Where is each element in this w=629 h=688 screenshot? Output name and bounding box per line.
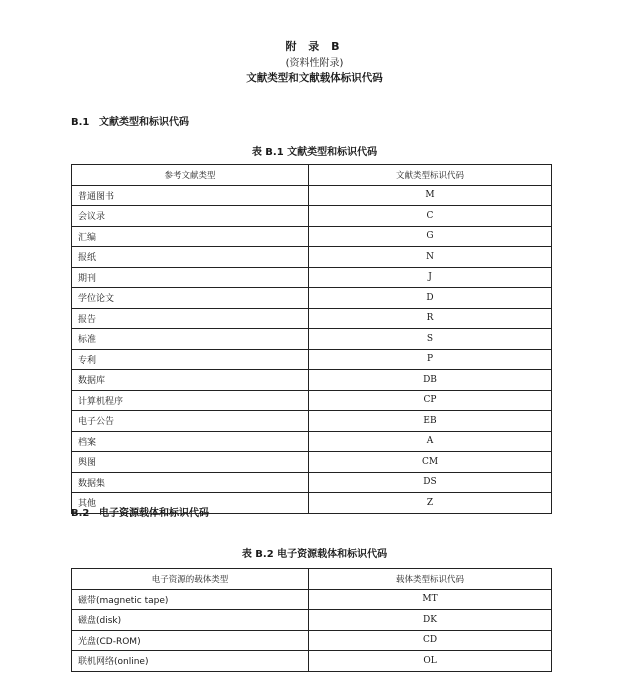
table-b1-type-cell: 数据集	[72, 472, 309, 493]
section-b2-text: 电子资源载体和标识代码	[99, 508, 209, 519]
table-b1-type-cell: 计算机程序	[72, 390, 309, 411]
table-b1-row	[72, 267, 552, 288]
table-b2-code-cell: OL	[309, 651, 552, 672]
table-b1-type-cell: 会议录	[72, 206, 309, 227]
table-b1-code-cell: CM	[309, 452, 552, 473]
table-b1-row	[72, 390, 552, 411]
table-b1-row	[72, 308, 552, 329]
section-b1-number: B.1	[71, 117, 90, 128]
table-b1-code-cell: CP	[309, 390, 552, 411]
table-b1-type-cell: 汇编	[72, 226, 309, 247]
table-b1-code-cell: Z	[309, 493, 552, 514]
table-b1-row	[72, 452, 552, 473]
table-b2-type-cell: 光盘(CD-ROM)	[72, 630, 309, 651]
table-b1-row	[72, 185, 552, 206]
table-b2-header-row	[72, 569, 552, 590]
table-b1-code-cell: S	[309, 329, 552, 350]
table-b1-code-cell: DS	[309, 472, 552, 493]
table-b2-caption: 表 B.2 电子资源载体和标识代码	[241, 549, 388, 560]
table-b2-type-cell: 磁带(magnetic tape)	[72, 589, 309, 610]
table-b2	[71, 568, 552, 672]
table-b2-code-cell: MT	[309, 589, 552, 610]
table-b1-code-cell: D	[309, 288, 552, 309]
table-b1-row	[72, 431, 552, 452]
table-b2-row	[72, 630, 552, 651]
table-b1-header-code: 文献类型标识代码	[309, 165, 552, 186]
table-b1-row	[72, 349, 552, 370]
table-b1-type-cell: 舆图	[72, 452, 309, 473]
section-b1-title	[71, 113, 189, 128]
table-b1-header-type: 参考文献类型	[72, 165, 309, 186]
table-b1-row	[72, 226, 552, 247]
table-b1-type-cell: 普通图书	[72, 185, 309, 206]
table-b1-type-cell: 其他	[72, 493, 309, 514]
table-b1-row	[72, 329, 552, 350]
section-b2-title	[71, 504, 209, 519]
table-b1-header-row	[72, 165, 552, 186]
appendix-subtitle: (资料性附录)	[285, 58, 344, 69]
table-b2-row	[72, 610, 552, 631]
table-b1-code-cell: DB	[309, 370, 552, 391]
table-b1-type-cell: 电子公告	[72, 411, 309, 432]
table-b2-code-cell: DK	[309, 610, 552, 631]
table-b1-caption: 表 B.1 文献类型和标识代码	[251, 147, 378, 158]
table-b1-row	[72, 206, 552, 227]
table-b2-row	[72, 589, 552, 610]
table-b1-code-cell: P	[309, 349, 552, 370]
table-b1-type-cell: 数据库	[72, 370, 309, 391]
appendix-title: 附 录 B	[285, 40, 344, 53]
table-b1-type-cell: 报告	[72, 308, 309, 329]
table-b1-row	[72, 247, 552, 268]
table-b1-type-cell: 标准	[72, 329, 309, 350]
table-b1-code-cell: M	[309, 185, 552, 206]
table-b1-code-cell: J	[309, 267, 552, 288]
table-b1-row	[72, 472, 552, 493]
table-b2-type-cell: 磁盘(disk)	[72, 610, 309, 631]
table-b1-row	[72, 288, 552, 309]
table-b1	[71, 164, 552, 514]
table-b1-code-cell: EB	[309, 411, 552, 432]
table-b1-type-cell: 学位论文	[72, 288, 309, 309]
table-b2-header-code: 载体类型标识代码	[309, 569, 552, 590]
table-b1-code-cell: N	[309, 247, 552, 268]
table-b1-row	[72, 370, 552, 391]
table-b1-code-cell: C	[309, 206, 552, 227]
appendix-heading: 文献类型和文献载体标识代码	[246, 72, 383, 84]
table-b1-code-cell: G	[309, 226, 552, 247]
table-b2-code-cell: CD	[309, 630, 552, 651]
table-b2-type-cell: 联机网络(online)	[72, 651, 309, 672]
table-b2-header-type: 电子资源的载体类型	[72, 569, 309, 590]
table-b1-type-cell: 专利	[72, 349, 309, 370]
table-b1-row	[72, 411, 552, 432]
table-b1-type-cell: 期刊	[72, 267, 309, 288]
section-b2-number: B.2	[71, 508, 90, 519]
table-b1-type-cell: 报纸	[72, 247, 309, 268]
table-b1-code-cell: R	[309, 308, 552, 329]
section-b1-text: 文献类型和标识代码	[99, 117, 189, 128]
table-b1-code-cell: A	[309, 431, 552, 452]
table-b2-row	[72, 651, 552, 672]
table-b1-type-cell: 档案	[72, 431, 309, 452]
